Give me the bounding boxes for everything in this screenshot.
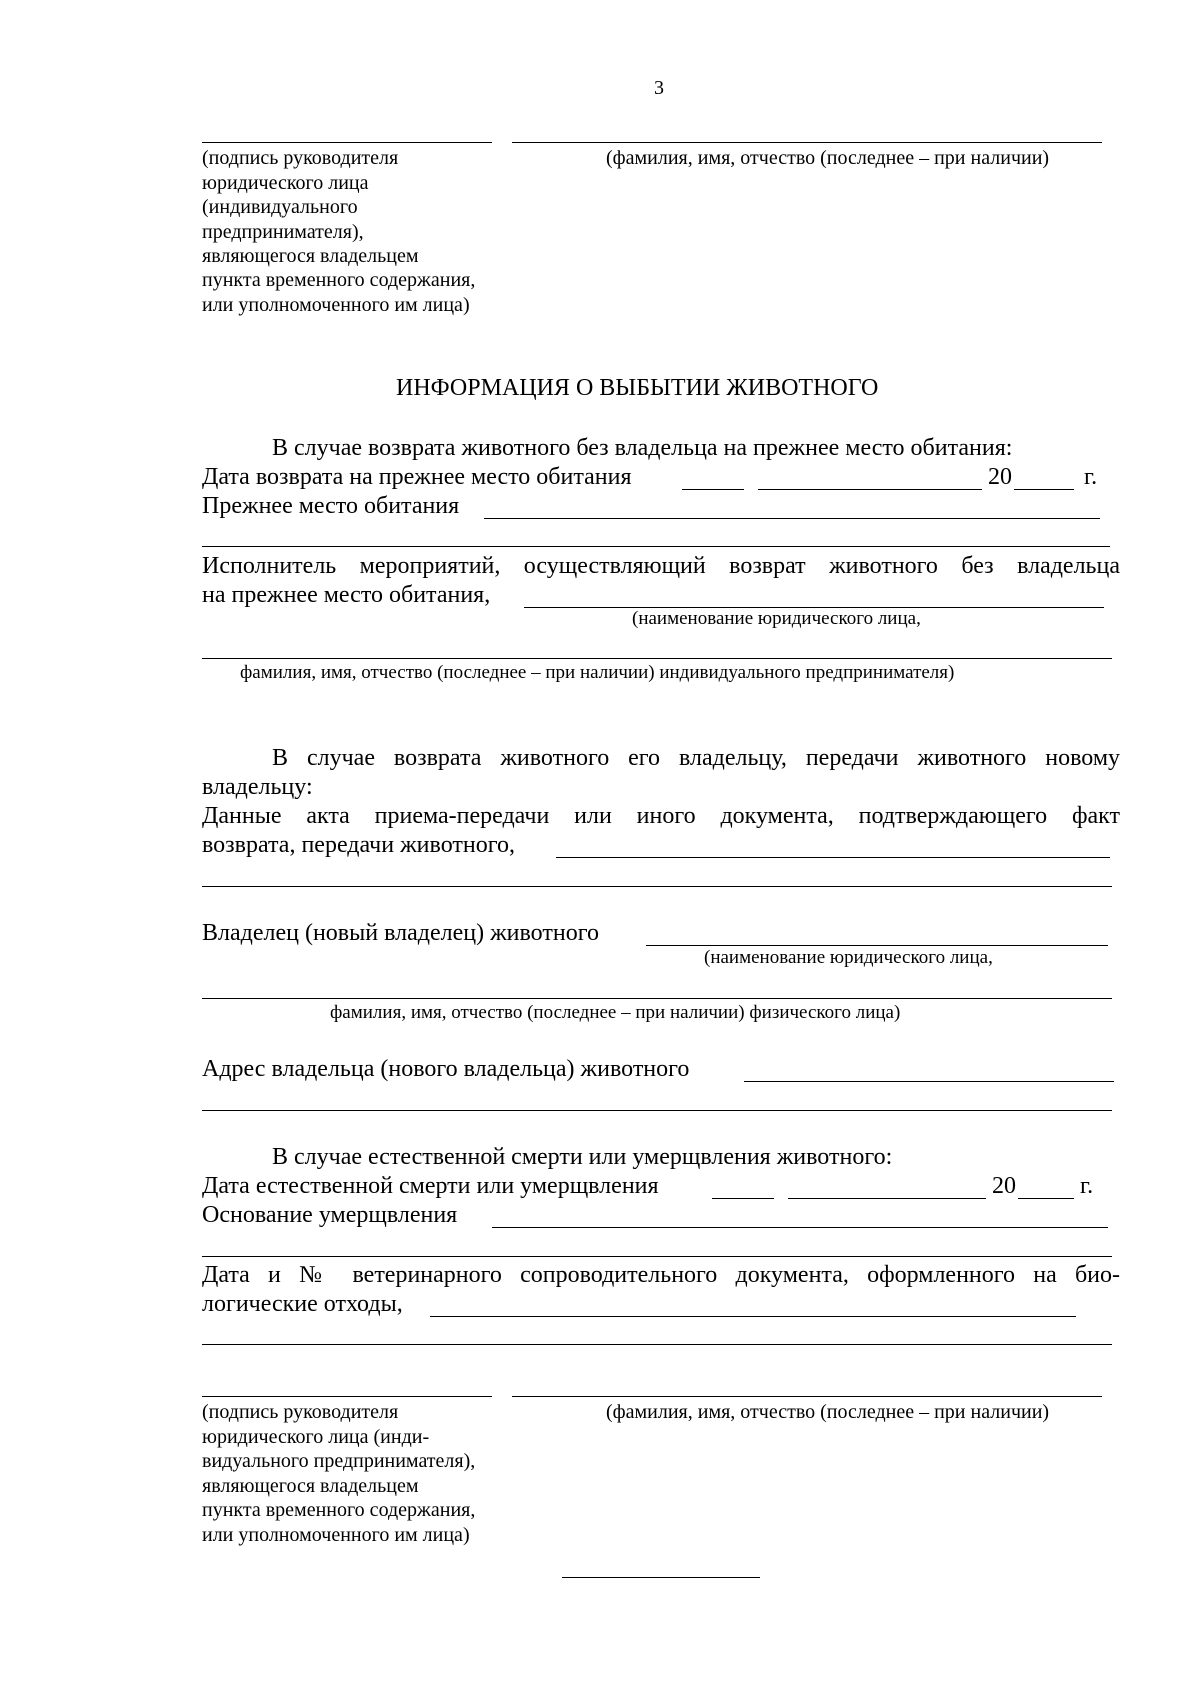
death-month-field[interactable] bbox=[788, 1198, 986, 1199]
bottom-sign-caption-1: (подпись руководителя bbox=[202, 1401, 399, 1423]
vet-document-field-2[interactable] bbox=[202, 1344, 1112, 1345]
sign-caption-6: пункта временного содержания, bbox=[202, 269, 476, 291]
bottom-sign-caption-5: пункта временного содержания, bbox=[202, 1499, 476, 1521]
sign-caption-2: юридического лица bbox=[202, 172, 369, 194]
euthanasia-reason-field[interactable] bbox=[492, 1227, 1108, 1228]
executor-ip-caption: фамилия, имя, отчество (последнее – при наличии) индивидуального предпринимателя) bbox=[240, 662, 955, 683]
fio-line[interactable] bbox=[512, 142, 1102, 143]
previous-place-label: Прежнее место обитания bbox=[202, 493, 460, 519]
owner-person-caption: фамилия, имя, отчество (последнее – при наличии) физического лица) bbox=[330, 1002, 901, 1023]
document-title: ИНФОРМАЦИЯ О ВЫБЫТИИ ЖИВОТНОГО bbox=[396, 375, 879, 401]
bottom-sign-caption-2: юридического лица (инди- bbox=[202, 1426, 430, 1448]
death-day-field[interactable] bbox=[712, 1198, 774, 1199]
vet-document-label-line1: Дата и № ветеринарного сопроводительного документа, оформленного на био- bbox=[202, 1262, 1120, 1288]
executor-label-line2: на прежнее место обитания, bbox=[202, 582, 491, 608]
executor-field-2[interactable] bbox=[202, 658, 1112, 659]
executor-label-line1: Исполнитель мероприятий, осуществляющий возврат животного без владельца bbox=[202, 553, 1120, 579]
euthanasia-reason-label: Основание умерщвления bbox=[202, 1202, 458, 1228]
return-no-owner-intro: В случае возврата животного без владельца на прежнее место обитания: bbox=[272, 435, 1013, 461]
previous-place-field-2[interactable] bbox=[202, 546, 1110, 547]
signature-line[interactable] bbox=[202, 142, 492, 143]
bottom-sign-caption-4: являющегося владельцем bbox=[202, 1475, 419, 1497]
return-date-label: Дата возврата на прежнее место обитания bbox=[202, 464, 632, 490]
owner-legal-caption: (наименование юридического лица, bbox=[704, 947, 993, 968]
sign-caption-1: (подпись руководителя bbox=[202, 147, 399, 169]
fio-caption: (фамилия, имя, отчество (последнее – при наличии) bbox=[606, 147, 1050, 169]
executor-legal-caption: (наименование юридического лица, bbox=[632, 608, 921, 629]
vet-document-label-line2: логические отходы, bbox=[202, 1291, 403, 1317]
sign-caption-7: или уполномоченного им лица) bbox=[202, 294, 470, 316]
return-month-field[interactable] bbox=[758, 489, 982, 490]
return-owner-intro-line2: владельцу: bbox=[202, 774, 313, 800]
owner-field[interactable] bbox=[646, 945, 1108, 946]
page-number: 3 bbox=[654, 77, 664, 99]
act-label-line1: Данные акта приема-передачи или иного документа, подтверждающего факт bbox=[202, 803, 1120, 829]
bottom-sign-caption-6: или уполномоченного им лица) bbox=[202, 1524, 470, 1546]
owner-address-label: Адрес владельца (нового владельца) животного bbox=[202, 1056, 690, 1082]
death-year-field[interactable] bbox=[1018, 1198, 1074, 1199]
death-date-label: Дата естественной смерти или умерщвления bbox=[202, 1173, 659, 1199]
owner-label: Владелец (новый владелец) животного bbox=[202, 920, 599, 946]
return-year-prefix: 20 bbox=[988, 464, 1012, 490]
death-intro: В случае естественной смерти или умерщвления животного: bbox=[272, 1144, 893, 1170]
vet-document-field[interactable] bbox=[430, 1316, 1076, 1317]
end-separator bbox=[562, 1577, 760, 1578]
sign-caption-5: являющегося владельцем bbox=[202, 245, 419, 267]
owner-field-2[interactable] bbox=[202, 998, 1112, 999]
return-day-field[interactable] bbox=[682, 489, 744, 490]
death-year-prefix: 20 bbox=[992, 1173, 1016, 1199]
death-year-suffix: г. bbox=[1080, 1173, 1094, 1199]
owner-address-field[interactable] bbox=[744, 1081, 1114, 1082]
act-label-line2: возврата, передачи животного, bbox=[202, 832, 515, 858]
euthanasia-reason-field-2[interactable] bbox=[202, 1256, 1112, 1257]
previous-place-field[interactable] bbox=[484, 518, 1100, 519]
sign-caption-4: предпринимателя), bbox=[202, 221, 364, 243]
return-year-suffix: г. bbox=[1084, 464, 1098, 490]
bottom-signature-line[interactable] bbox=[202, 1396, 492, 1397]
bottom-sign-caption-3: видуального предпринимателя), bbox=[202, 1450, 476, 1472]
sign-caption-3: (индивидуального bbox=[202, 196, 358, 218]
return-year-field[interactable] bbox=[1014, 489, 1074, 490]
bottom-fio-line[interactable] bbox=[512, 1396, 1102, 1397]
owner-address-field-2[interactable] bbox=[202, 1110, 1112, 1111]
bottom-fio-caption: (фамилия, имя, отчество (последнее – при наличии) bbox=[606, 1401, 1050, 1423]
act-field-2[interactable] bbox=[202, 886, 1112, 887]
return-owner-intro-line1: В случае возврата животного его владельцу, передачи животного новому bbox=[272, 745, 1120, 771]
act-field[interactable] bbox=[556, 857, 1110, 858]
